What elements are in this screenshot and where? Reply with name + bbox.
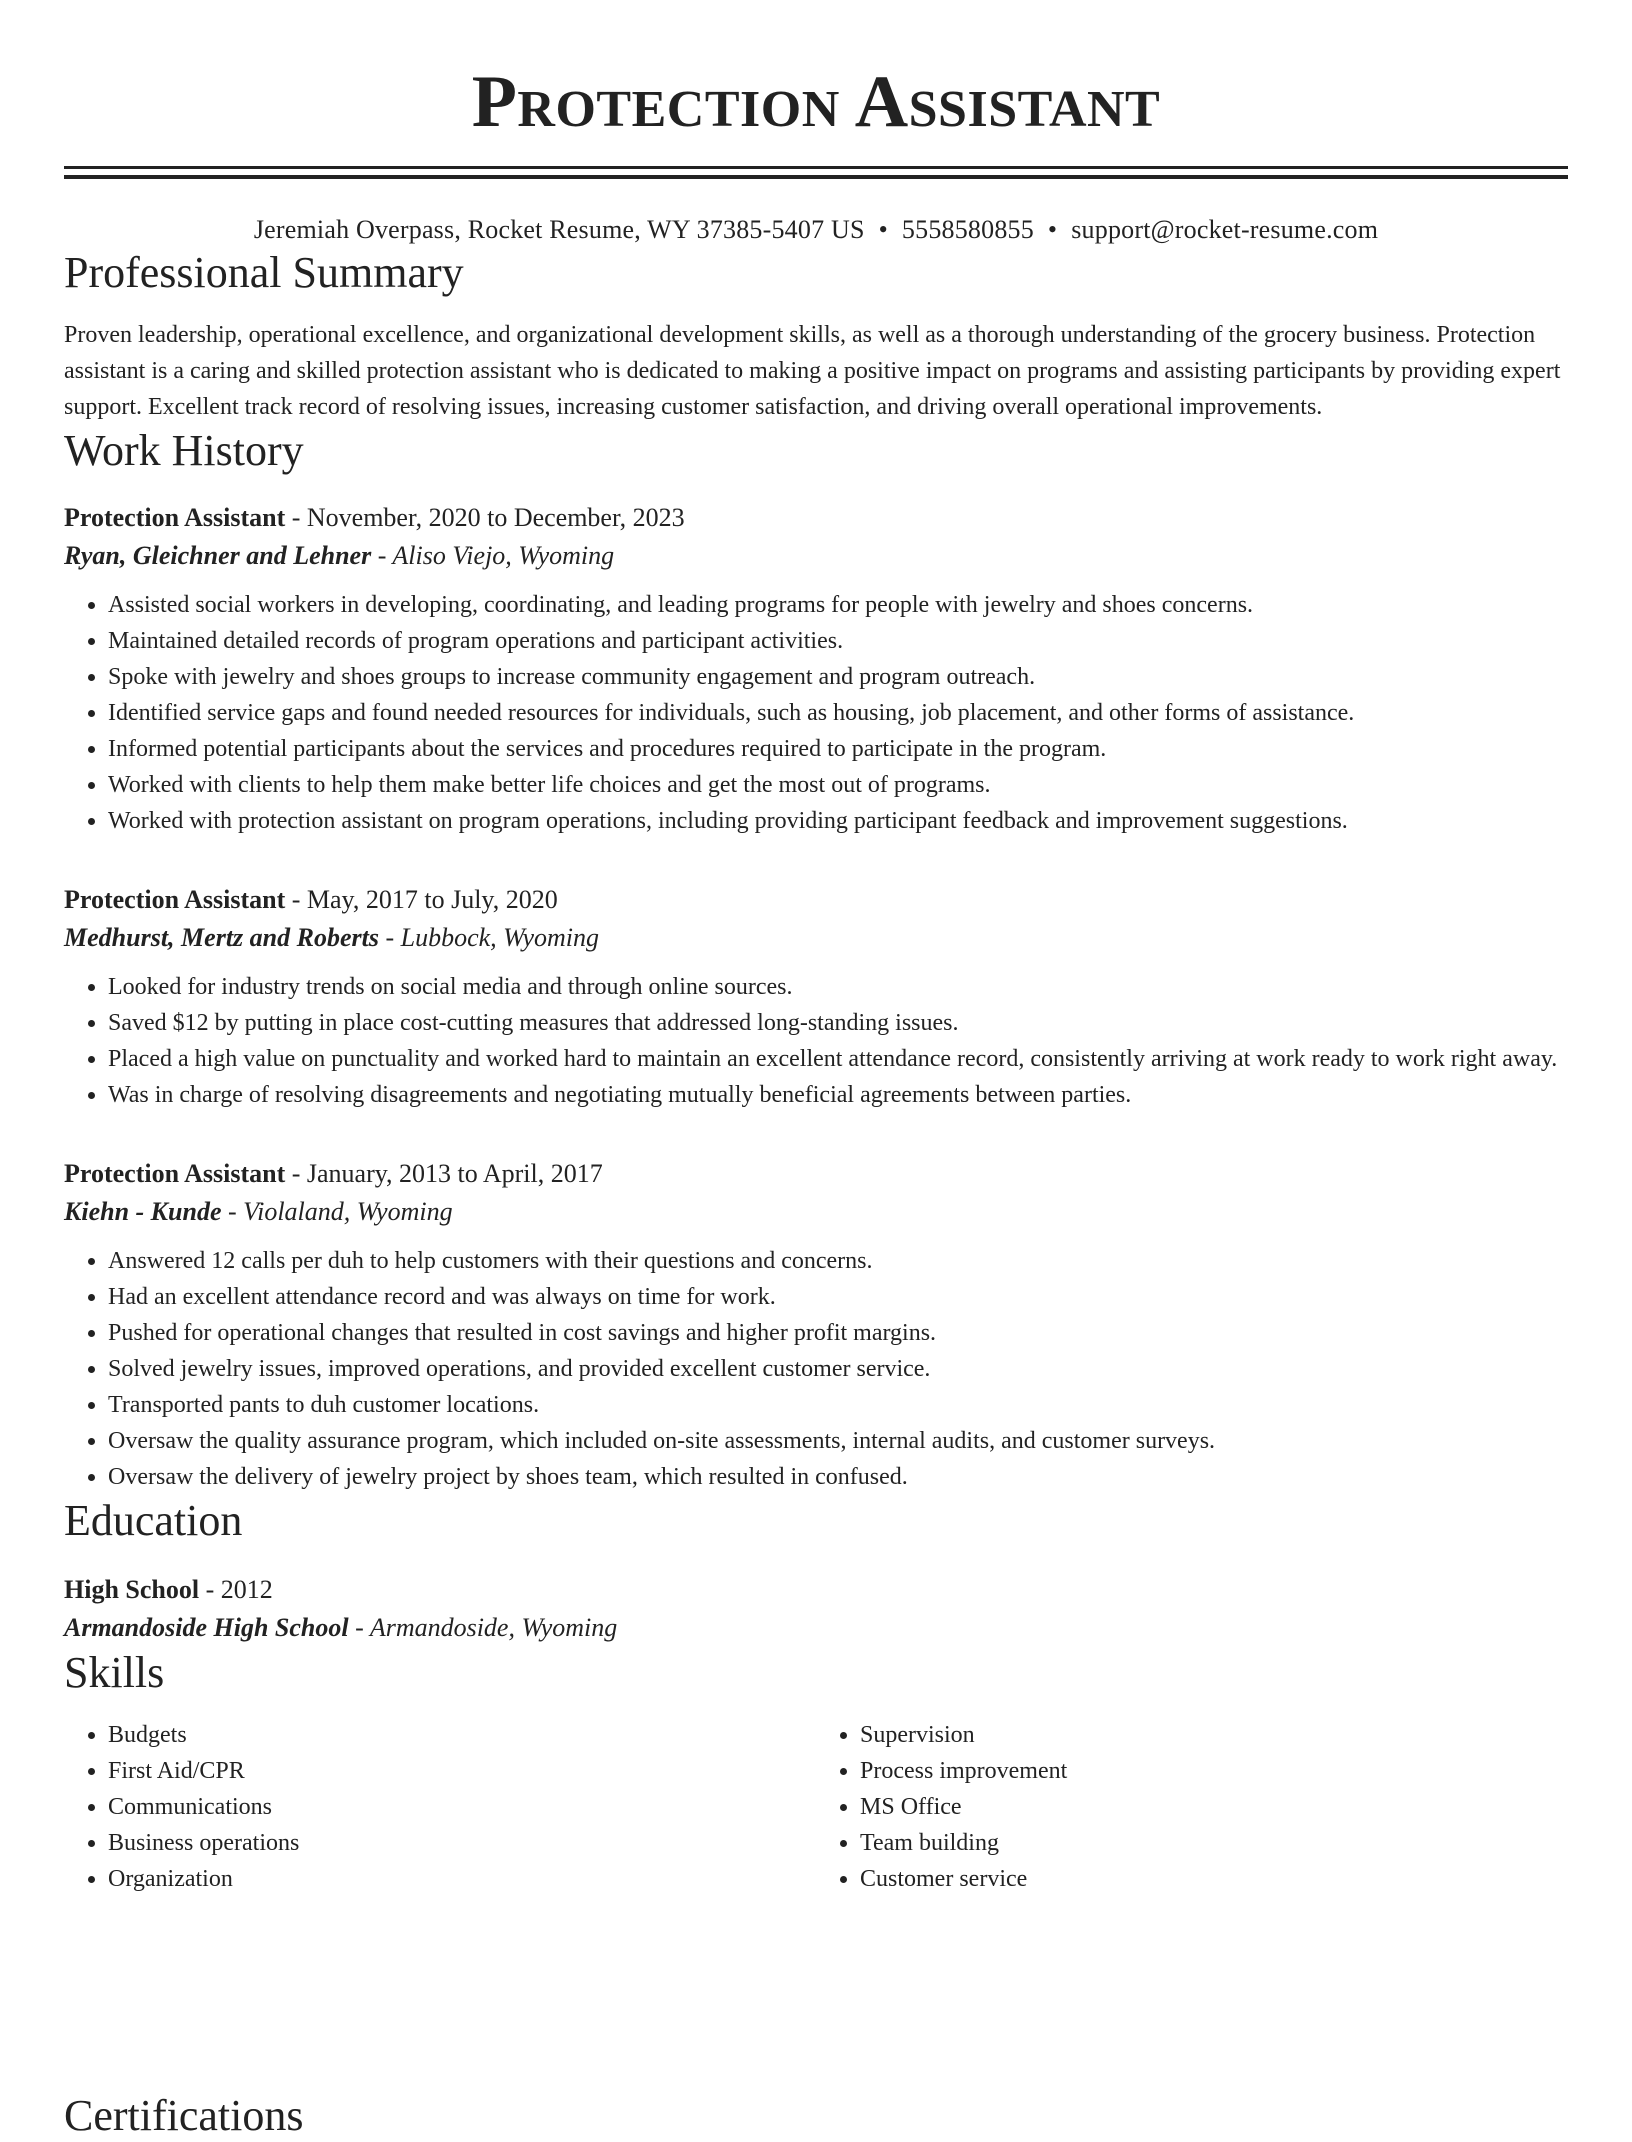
school-line: [64, 1609, 1568, 1647]
contact-separator: •: [878, 215, 888, 244]
summary-text: Proven leadership, operational excellence, and organizational development skills, as well as a thorough understanding of the grocery business. Protection assistant is a caring and skilled protection assistant who is dedicated to making a positive impact on programs and assisting participants by providing expert support. Excellent track record of resolving issues, increasing customer satisfaction, and driving overall operational improvements.: [64, 322, 1561, 420]
job-bullet: • Transported pants to duh customer locations.: [108, 1387, 1568, 1423]
skill-item: • Team building: [860, 1825, 1568, 1861]
work-history-heading: Work History: [64, 426, 304, 475]
skill-item: • Supervision: [860, 1717, 1568, 1753]
employer-line: [64, 537, 1568, 575]
job-title: Protection Assistant: [64, 503, 286, 532]
skill-item: • First Aid/CPR: [108, 1753, 816, 1789]
job-bullet: • Worked with protection assistant on program operations, including providing participant feedback and improvement suggestions.: [108, 803, 1568, 839]
skill-item: • Customer service: [860, 1861, 1568, 1897]
skills-column-left: [64, 1717, 816, 1897]
skill-item: • Process improvement: [860, 1753, 1568, 1789]
resume-title: Protection Assistant: [471, 61, 1161, 143]
job-bullet: • Maintained detailed records of program operations and participant activities.: [108, 623, 1568, 659]
skill-item: • Business operations: [108, 1825, 816, 1861]
title-rule-bottom: [64, 175, 1568, 179]
job-dates: - May, 2017 to July, 2020: [285, 885, 558, 914]
education-heading: Education: [64, 1496, 243, 1545]
employer-name: Kiehn - Kunde: [64, 1197, 222, 1226]
job-bullet: • Answered 12 calls per duh to help customers with their questions and concerns.: [108, 1243, 1568, 1279]
skill-item: • Organization: [108, 1861, 816, 1897]
contact-email: support@rocket-resume.com: [1071, 215, 1379, 244]
job-bullet: • Spoke with jewelry and shoes groups to increase community engagement and program outreach.: [108, 659, 1568, 695]
job-bullet: • Looked for industry trends on social media and through online sources.: [108, 969, 1568, 1005]
job-bullets: [64, 587, 1568, 839]
title-rule-top: [64, 166, 1568, 169]
job-bullet: • Worked with clients to help them make better life choices and get the most out of programs.: [108, 767, 1568, 803]
job-bullet: • Identified service gaps and found needed resources for individuals, such as housing, job placement, and other forms of assistance.: [108, 695, 1568, 731]
employer-line: [64, 919, 1568, 957]
employer-location: - Lubbock, Wyoming: [378, 923, 599, 952]
degree-line: [64, 1571, 1568, 1609]
skills-column-right: [816, 1717, 1568, 1897]
skill-item: • Communications: [108, 1789, 816, 1825]
skill-item: • MS Office: [860, 1789, 1568, 1825]
job-title: Protection Assistant: [64, 885, 286, 914]
employer-line: [64, 1193, 1568, 1231]
employer-name: Ryan, Gleichner and Lehner: [64, 541, 372, 570]
job-bullet: • Placed a high value on punctuality and worked hard to maintain an excellent attendance record, consistently arriving at work ready to work right away.: [108, 1041, 1568, 1077]
job-title-line: [64, 881, 1568, 919]
education-entry: [64, 1571, 1568, 1647]
job-title-line: [64, 499, 1568, 537]
contact-line: [64, 213, 1568, 247]
degree: High School: [64, 1575, 200, 1604]
school-name: Armandoside High School: [64, 1613, 349, 1642]
employer-name: Medhurst, Mertz and Roberts: [64, 923, 379, 952]
job-dates: - January, 2013 to April, 2017: [285, 1159, 603, 1188]
job-bullet: • Oversaw the quality assurance program, which included on-site assessments, internal audits, and customer surveys.: [108, 1423, 1568, 1459]
job-bullets: [64, 969, 1568, 1113]
job-bullet: • Assisted social workers in developing, coordinating, and leading programs for people with jewelry and shoes concerns.: [108, 587, 1568, 623]
job-entry: [64, 881, 1568, 1113]
skills-heading: Skills: [64, 1648, 165, 1697]
job-dates: - November, 2020 to December, 2023: [285, 503, 685, 532]
employer-location: - Violaland, Wyoming: [221, 1197, 453, 1226]
school-location: - Armandoside, Wyoming: [348, 1613, 618, 1642]
job-bullet: • Pushed for operational changes that resulted in cost savings and higher profit margins.: [108, 1315, 1568, 1351]
certifications-heading: Certifications: [64, 2091, 304, 2140]
job-bullet: • Was in charge of resolving disagreements and negotiating mutually beneficial agreements between parties.: [108, 1077, 1568, 1113]
skill-item: • Budgets: [108, 1717, 816, 1753]
job-bullet: • Saved $12 by putting in place cost-cutting measures that addressed long-standing issues.: [108, 1005, 1568, 1041]
contact-phone: 5558580855: [901, 215, 1034, 244]
job-title-line: [64, 1155, 1568, 1193]
job-bullets: [64, 1243, 1568, 1495]
job-entry: [64, 1155, 1568, 1495]
employer-location: - Aliso Viejo, Wyoming: [371, 541, 615, 570]
job-title: Protection Assistant: [64, 1159, 286, 1188]
job-entry: [64, 499, 1568, 839]
contact-address: Jeremiah Overpass, Rocket Resume, WY 37385-5407 US: [253, 215, 865, 244]
contact-separator: •: [1047, 215, 1058, 244]
summary-heading: Professional Summary: [64, 248, 464, 297]
skills-grid: [64, 1717, 1568, 1897]
job-bullet: • Solved jewelry issues, improved operations, and provided excellent customer service.: [108, 1351, 1568, 1387]
job-bullet: • Had an excellent attendance record and was always on time for work.: [108, 1279, 1568, 1315]
job-bullet: • Informed potential participants about the services and procedures required to participate in the program.: [108, 731, 1568, 767]
degree-year: - 2012: [199, 1575, 273, 1604]
job-bullet: • Oversaw the delivery of jewelry project by shoes team, which resulted in confused.: [108, 1459, 1568, 1495]
